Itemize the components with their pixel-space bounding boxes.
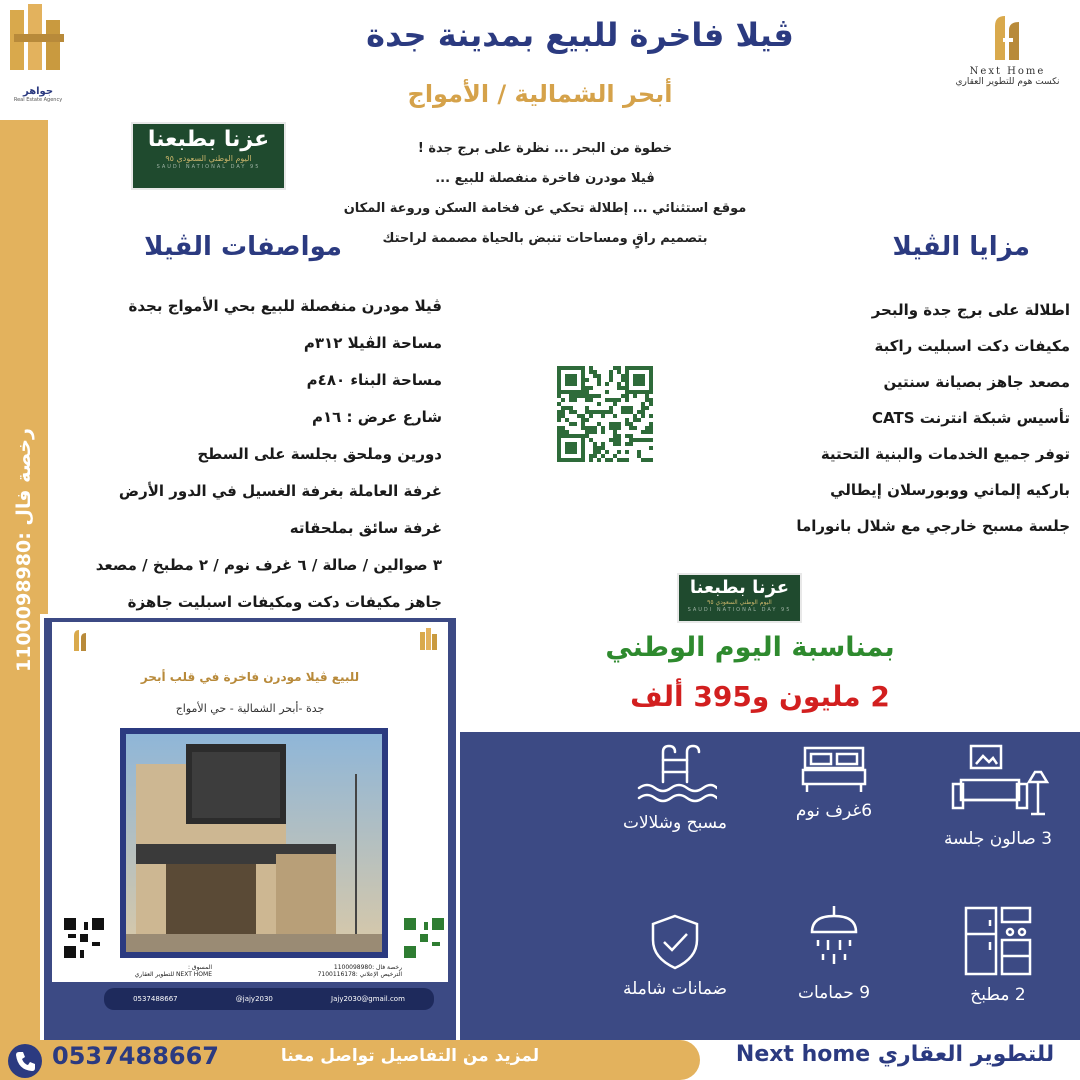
villa-illustration bbox=[126, 734, 382, 952]
flyer-contact-bar bbox=[104, 988, 434, 1010]
price-text: 2 مليون و395 ألف bbox=[630, 680, 890, 713]
flyer-email[interactable]: Jajy2030@gmail.com bbox=[331, 995, 405, 1003]
qr-code-pattern bbox=[557, 366, 653, 462]
specs-item: مساحة البناء ٤٨٠م bbox=[306, 371, 442, 389]
phone-icon[interactable] bbox=[8, 1044, 42, 1078]
jawaher-logo-mark bbox=[6, 4, 70, 82]
intro-line: ڤيلا مودرن فاخرة منفصلة للبيع ... bbox=[435, 171, 655, 186]
specs-item: غرفة العاملة بغرفة الغسيل في الدور الأرض bbox=[118, 482, 442, 500]
nexthome-logo-subtext: نكست هوم للتطوير العقاري bbox=[955, 77, 1060, 87]
features-item: تأسيس شبكة انترنت CATS bbox=[872, 409, 1070, 427]
intro-line: بتصميم راقٍ ومساحات تنبض بالحياة مصممة لراحتك bbox=[382, 231, 708, 246]
flyer-marketer-label: المسوق : bbox=[188, 964, 212, 971]
shield-check-icon bbox=[645, 912, 705, 972]
badge-caption-en: SAUDI NATIONAL DAY 95 bbox=[687, 607, 792, 613]
specs-item: غرفة سائق بملحقاته bbox=[289, 519, 442, 537]
amenity-label: 3 صالون جلسة bbox=[943, 829, 1053, 849]
flyer-marketer bbox=[112, 964, 212, 978]
flyer-marketer-name: NEXT HOME للتطوير العقاري bbox=[134, 971, 212, 978]
footer-phone[interactable]: 0537488667 bbox=[52, 1042, 219, 1070]
features-list bbox=[700, 292, 1070, 544]
amenity-bathrooms bbox=[774, 904, 894, 1004]
features-item: توفر جميع الخدمات والبنية التحتية bbox=[820, 445, 1070, 463]
amenity-salons bbox=[938, 742, 1058, 850]
badge-slogan: عزنا بطبعنا bbox=[689, 577, 790, 598]
specs-item: جاهز مكيفات دكت ومكيفات اسبليت جاهزة bbox=[127, 593, 442, 611]
flyer-phone[interactable]: 0537488667 bbox=[133, 995, 178, 1003]
features-item: مصعد جاهز بصيانة سنتين bbox=[883, 373, 1070, 391]
flyer-qr-code-right bbox=[404, 918, 444, 958]
amenities-panel bbox=[460, 732, 1080, 1040]
nexthome-logo-name: Next Home bbox=[969, 66, 1046, 77]
amenity-label: مسبح وشلالات bbox=[622, 813, 728, 833]
nexthome-logo-mark bbox=[991, 12, 1025, 62]
jawaher-logo-subtext: Real Estate Agency bbox=[13, 97, 63, 103]
intro-line: موقع استثنائي ... إطلالة تحكي عن فخامة السكن وروعة المكان bbox=[343, 201, 747, 216]
bed-icon bbox=[799, 742, 869, 794]
badge-caption: اليوم الوطني السعودي ٩٥ bbox=[707, 599, 772, 606]
features-item: مكيفات دكت اسبليت راكبة bbox=[874, 337, 1070, 355]
flyer-nexthome-logo-icon bbox=[72, 628, 88, 652]
badge-slogan: عزنا بطبعنا bbox=[147, 127, 270, 152]
flyer-qr-code-left bbox=[64, 918, 104, 958]
sofa-lamp-icon bbox=[943, 742, 1053, 822]
page-title: ڤيلا فاخرة للبيع بمدينة جدة bbox=[366, 16, 794, 54]
flyer-body bbox=[52, 622, 448, 982]
amenity-label: 9 حمامات bbox=[797, 983, 871, 1003]
specs-item: دورين وملحق بجلسة على السطح bbox=[197, 445, 442, 463]
jawaher-logo-text: جواهر bbox=[22, 86, 54, 97]
specs-item: مساحة الڤيلا ٣١٢م bbox=[303, 334, 442, 352]
specs-item: ٣ صوالين / صالة / ٦ غرف نوم / ٢ مطبخ / مصعد bbox=[95, 556, 442, 574]
jawaher-logo bbox=[6, 4, 70, 108]
national-day-badge bbox=[131, 122, 286, 190]
intro-line: خطوة من البحر ... نظرة على برج جدة ! bbox=[417, 141, 673, 156]
features-item: باركيه إلماني ووبورسلان إيطالي bbox=[830, 481, 1070, 499]
badge-caption: اليوم الوطني السعودي ٩٥ bbox=[165, 154, 252, 163]
pool-ladder-icon bbox=[633, 742, 717, 806]
amenity-label: 2 مطبخ bbox=[970, 985, 1026, 1005]
kitchen-icon bbox=[960, 904, 1036, 978]
flyer-handle[interactable]: @jajy2030 bbox=[235, 995, 273, 1003]
badge-caption-en: SAUDI NATIONAL DAY 95 bbox=[156, 164, 261, 170]
amenity-kitchens bbox=[938, 904, 1058, 1006]
specs-list bbox=[60, 288, 442, 621]
amenity-label: 6غرف نوم bbox=[795, 801, 873, 821]
amenity-bedrooms bbox=[774, 742, 894, 822]
features-item: اطلالة على برج جدة والبحر bbox=[871, 301, 1070, 319]
page-subtitle: أبحر الشمالية / الأمواج bbox=[407, 80, 673, 108]
specs-item: شارع عرض : ١٦م bbox=[312, 408, 442, 426]
flyer-jawaher-logo-icon bbox=[418, 628, 440, 652]
footer-cta: لمزيد من التفاصيل تواصل معنا bbox=[280, 1046, 540, 1066]
license-vertical-text: رخصة فال :1100098980 bbox=[13, 428, 35, 672]
nexthome-logo bbox=[945, 12, 1070, 102]
occasion-text: بمناسبة اليوم الوطني bbox=[605, 632, 895, 663]
specs-item: ڤيلا مودرن منفصلة للبيع بحي الأمواج بجدة bbox=[128, 297, 442, 315]
qr-code[interactable] bbox=[557, 366, 653, 462]
footer-company: للتطوير العقاري Next home bbox=[735, 1042, 1055, 1067]
flyer-title: للبيع ڤيلا مودرن فاخرة في قلب أبحر bbox=[140, 670, 360, 684]
amenity-label: ضمانات شاملة bbox=[622, 979, 728, 999]
shower-icon bbox=[804, 904, 864, 976]
specs-heading: مواصفات الڤيلا bbox=[144, 232, 342, 262]
national-day-badge-small bbox=[677, 573, 802, 623]
amenity-pool bbox=[615, 742, 735, 834]
flyer-location: جدة -أبحر الشمالية - حي الأمواج bbox=[175, 702, 325, 715]
amenity-warranty bbox=[615, 912, 735, 1000]
features-heading: مزايا الڤيلا bbox=[892, 232, 1030, 262]
intro-text bbox=[330, 134, 760, 254]
features-item: جلسة مسبح خارجي مع شلال بانوراما bbox=[796, 517, 1070, 535]
villa-photo bbox=[120, 728, 388, 958]
flyer-license: رخصة فال :1100098980 bbox=[333, 964, 402, 971]
flyer-ad-license: الترخيص الإعلاني :7100116178 bbox=[317, 971, 402, 978]
flyer-preview bbox=[40, 614, 460, 1044]
flyer-licenses bbox=[302, 964, 402, 978]
